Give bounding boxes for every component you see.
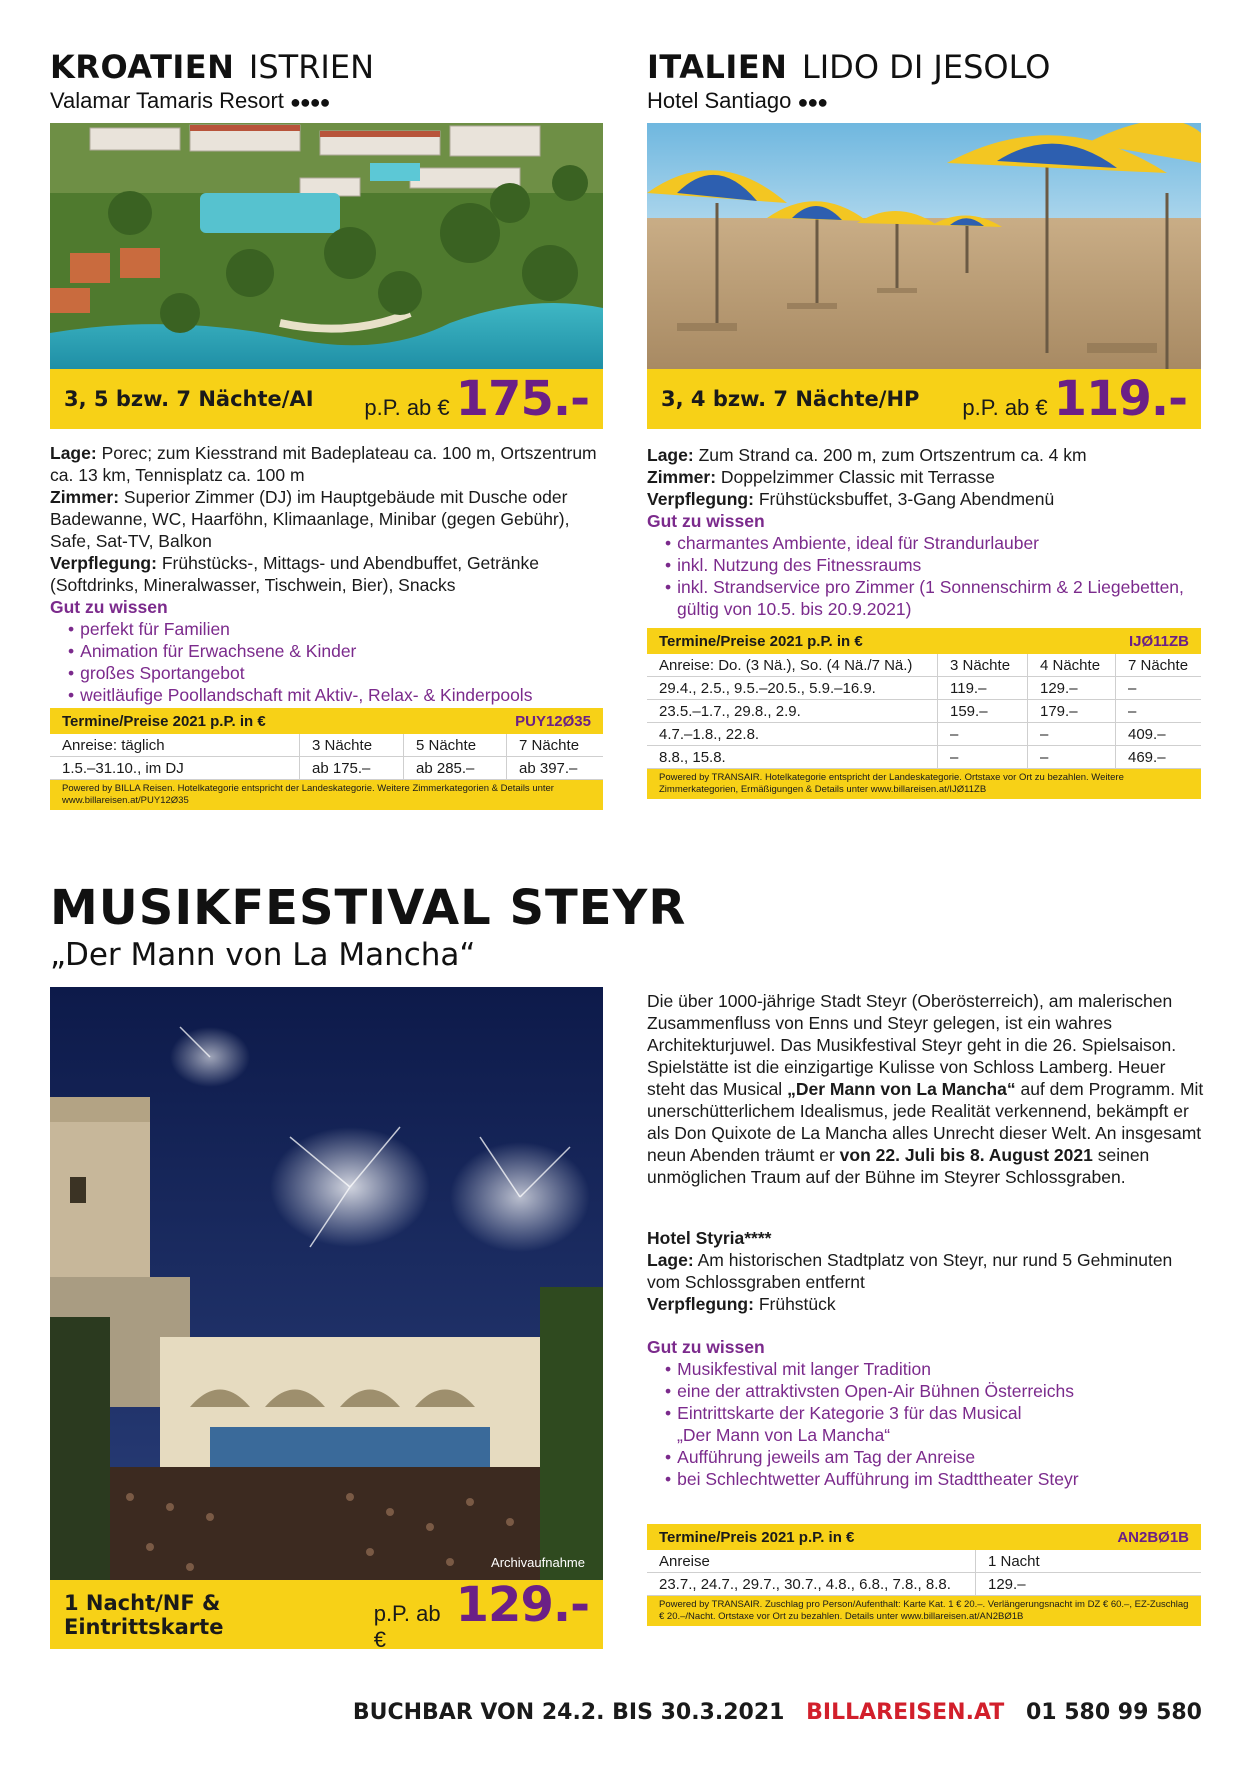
italy-hotel-name: Hotel Santiago — [647, 88, 792, 113]
italy-zimmer-label: Zimmer: — [647, 467, 717, 487]
festival-gut-label: Gut zu wissen — [647, 1337, 765, 1357]
croatia-nights-board: 3, 5 bzw. 7 Nächte/AI — [64, 387, 314, 411]
italy-verpflegung-label: Verpflegung: — [647, 489, 754, 509]
table-cell: ab 397.– — [519, 759, 578, 777]
column-header: 4 Nächte — [1028, 654, 1116, 676]
table-row — [647, 677, 1201, 700]
footer-booking-period: BUCHBAR VON 24.2. BIS 30.3.2021 — [352, 1700, 785, 1725]
festival-lage-label: Lage: — [647, 1250, 694, 1270]
table-row — [647, 1573, 1201, 1596]
festival-verpflegung-label: Verpflegung: — [647, 1294, 754, 1314]
festival-photo-illustration — [50, 987, 603, 1580]
croatia-price: 175.- — [455, 371, 589, 427]
list-item: • weitläufige Poollandschaft mit Aktiv-, Relax- & Kinderpools — [50, 684, 610, 706]
table-row — [647, 700, 1201, 723]
festival-price-table — [647, 1524, 1201, 1626]
column-header: 3 Nächte — [300, 734, 404, 756]
italy-heading — [647, 48, 1050, 86]
festival-nights-board: 1 Nacht/NF & Eintrittskarte — [64, 1590, 224, 1639]
italy-country: ITALIEN — [647, 48, 788, 86]
croatia-table-code: PUY12Ø35 — [515, 712, 591, 730]
italy-photo-illustration — [647, 123, 1201, 369]
list-item: • eine der attraktivsten Open-Air Bühnen Österreichs — [647, 1380, 1207, 1402]
column-header: 5 Nächte — [404, 734, 507, 756]
table-cell: 469.– — [1128, 748, 1166, 766]
festival-intro-bold-2: von 22. Juli bis 8. August 2021 — [839, 1145, 1093, 1165]
festival-price-from: p.P. ab € — [373, 1600, 441, 1652]
table-row — [647, 723, 1201, 746]
festival-intro — [647, 990, 1207, 1188]
table-cell: 129.– — [1028, 677, 1116, 699]
croatia-gut-label: Gut zu wissen — [50, 597, 168, 617]
festival-title: MUSIKFESTIVAL STEYR — [50, 880, 687, 936]
italy-table-title: Termine/Preise 2021 p.P. in € — [659, 632, 863, 650]
column-header: 3 Nächte — [938, 654, 1028, 676]
list-item: • bei Schlechtwetter Aufführung im Stadttheater Steyr — [647, 1468, 1207, 1490]
croatia-heading — [50, 48, 374, 86]
table-cell: 129.– — [988, 1575, 1026, 1593]
croatia-stars: ●●●● — [290, 92, 330, 112]
croatia-lage: Porec; zum Kiesstrand mit Badeplateau ca. 100 m, Ortszentrum ca. 13 km, Tennisplatz ca. 100 m — [50, 443, 597, 485]
table-cell: 119.– — [938, 677, 1028, 699]
festival-subtitle: „Der Mann von La Mancha“ — [50, 937, 476, 973]
festival-lage: Am historischen Stadtplatz von Steyr, nur rund 5 Gehminuten vom Schlossgraben entfernt — [647, 1250, 1173, 1292]
table-header-row — [647, 654, 1201, 677]
table-cell: 4.7.–1.8., 22.8. — [647, 723, 938, 745]
festival-price: 129.- — [455, 1576, 589, 1633]
table-cell: ab 285.– — [404, 757, 507, 779]
table-cell: 23.5.–1.7., 29.8., 2.9. — [647, 700, 938, 722]
column-header: Anreise: Do. (3 Nä.), So. (4 Nä./7 Nä.) — [647, 654, 938, 676]
page-footer — [353, 1700, 1202, 1725]
list-item: • Musikfestival mit langer Tradition — [647, 1358, 1207, 1380]
croatia-price-bar — [50, 369, 603, 429]
table-row — [647, 746, 1201, 769]
list-item: • inkl. Nutzung des Fitnessraums — [647, 554, 1207, 576]
column-header: 1 Nacht — [988, 1552, 1040, 1570]
table-cell: – — [938, 746, 1028, 768]
croatia-hotel-line — [50, 88, 330, 114]
croatia-verpflegung: Frühstücks-, Mittags- und Abendbuffet, Getränke (Softdrinks, Mineralwasser, Tischwein, Bier), Snacks — [50, 553, 539, 595]
festival-intro-bold-1: „Der Mann von La Mancha“ — [787, 1079, 1016, 1099]
table-cell: 23.7., 24.7., 29.7., 30.7., 4.8., 6.8., 7.8., 8.8. — [647, 1573, 976, 1595]
festival-table-code: AN2BØ1B — [1117, 1528, 1189, 1546]
croatia-table-header — [50, 708, 603, 734]
list-item: • inkl. Strandservice pro Zimmer (1 Sonnenschirm & 2 Liegebetten, gültig von 10.5. bis 20.9.2021) — [647, 576, 1207, 620]
table-cell: – — [1128, 702, 1137, 720]
croatia-hotel-name: Valamar Tamaris Resort — [50, 88, 284, 113]
croatia-zimmer-label: Zimmer: — [50, 487, 120, 507]
croatia-country: KROATIEN — [50, 48, 235, 86]
festival-verpflegung: Frühstück — [758, 1294, 836, 1314]
table-cell: 29.4., 2.5., 9.5.–20.5., 5.9.–16.9. — [647, 677, 938, 699]
footer-phone: 01 580 99 580 — [1025, 1700, 1202, 1725]
festival-intro-2: auf dem Programm. Mit unerschütterlichem Idealismus, jede Realität verkennend, bekämpft er als Don Quixote de La Mancha alles Unrecht dieser Welt. An insgesamt neun Abenden träumt er — [647, 1079, 1204, 1165]
italy-beach-photo — [647, 123, 1201, 369]
table-cell: 8.8., 15.8. — [647, 746, 938, 768]
festival-hotel: Hotel Styria**** — [647, 1228, 772, 1248]
italy-table-footer: Powered by TRANSAIR. Hotelkategorie entspricht der Landeskategorie. Ortstaxe vor Ort zu bezahlen. Weitere Zimmerkategorien, Ermäßigungen & Details unter www.billareisen.at/IJØ11ZB — [647, 769, 1201, 799]
list-item: • großes Sportangebot — [50, 662, 610, 684]
festival-price-bar — [50, 1576, 603, 1652]
table-cell: ab 175.– — [300, 757, 404, 779]
italy-stars: ●●● — [797, 92, 828, 112]
festival-photo-credit: Archivaufnahme — [491, 1555, 585, 1570]
italy-description — [647, 444, 1207, 620]
italy-nights-board: 3, 4 bzw. 7 Nächte/HP — [661, 387, 920, 411]
italy-gut-label: Gut zu wissen — [647, 511, 765, 531]
italy-table-code: IJØ11ZB — [1128, 632, 1189, 650]
croatia-table-title: Termine/Preise 2021 p.P. in € — [62, 712, 266, 730]
table-cell: – — [1128, 679, 1137, 697]
table-cell: 409.– — [1128, 725, 1166, 743]
table-row — [50, 757, 603, 780]
table-cell: – — [938, 723, 1028, 745]
croatia-price-from: p.P. ab € — [364, 395, 450, 420]
croatia-verpflegung-label: Verpflegung: — [50, 553, 157, 573]
table-cell: 179.– — [1028, 700, 1116, 722]
festival-table-footer: Powered by TRANSAIR. Zuschlag pro Person/Aufenthalt: Karte Kat. 1 € 20.–. Verlängerungsnacht im DZ € 60.–, EZ-Zuschlag € 20.–/Nacht. Ortstaxe vor Ort zu bezahlen. Details unter www.billareisen.at/AN2BØ1B — [647, 1596, 1201, 1626]
croatia-price-table — [50, 708, 603, 810]
italy-price-table — [647, 628, 1201, 799]
italy-hotel-line — [647, 88, 827, 114]
italy-region: LIDO DI JESOLO — [801, 48, 1051, 86]
croatia-description — [50, 442, 610, 706]
italy-price-from: p.P. ab € — [962, 395, 1048, 420]
festival-photo — [50, 987, 603, 1580]
italy-zimmer: Doppelzimmer Classic mit Terrasse — [720, 467, 995, 487]
italy-lage-label: Lage: — [647, 445, 694, 465]
italy-lage: Zum Strand ca. 200 m, zum Ortszentrum ca. 4 km — [698, 445, 1087, 465]
footer-website-link[interactable]: BILLAREISEN.AT — [806, 1700, 1005, 1725]
column-header: 7 Nächte — [1128, 656, 1189, 674]
croatia-resort-photo — [50, 123, 603, 369]
croatia-region: ISTRIEN — [248, 48, 375, 86]
list-item: • Aufführung jeweils am Tag der Anreise — [647, 1446, 1207, 1468]
table-header-row — [647, 1550, 1201, 1573]
column-header: Anreise: täglich — [50, 734, 300, 756]
list-item: • charmantes Ambiente, ideal für Strandurlauber — [647, 532, 1207, 554]
festival-intro-1: Die über 1000-jährige Stadt Steyr (Oberösterreich), am malerischen Zusammenfluss von Enns und Steyr gelegen, ist ein wahres Architekturjuwel. Das Musikfestival Steyr geht in die 26. Spielsaison. Spielstätte ist die einzigartige Kulisse von Schloss Lamberg. Heuer steht das Musical — [647, 991, 1177, 1099]
croatia-table-footer: Powered by BILLA Reisen. Hotelkategorie entspricht der Landeskategorie. Weitere Zimmerkategorien & Details unter www.billareisen.at/PUY12Ø35 — [50, 780, 603, 810]
festival-gut-section — [647, 1336, 1207, 1490]
festival-hotel-details — [647, 1227, 1207, 1315]
table-header-row — [50, 734, 603, 757]
festival-table-title: Termine/Preis 2021 p.P. in € — [659, 1528, 855, 1546]
table-cell: 159.– — [938, 700, 1028, 722]
list-item: • perfekt für Familien — [50, 618, 610, 640]
table-cell: 1.5.–31.10., im DJ — [50, 757, 300, 779]
italy-verpflegung: Frühstücksbuffet, 3-Gang Abendmenü — [758, 489, 1055, 509]
italy-price: 119.- — [1053, 371, 1187, 427]
column-header: 7 Nächte — [519, 736, 580, 754]
croatia-zimmer: Superior Zimmer (DJ) im Hauptgebäude mit Dusche oder Badewanne, WC, Haarföhn, Klimaanlage, Minibar (gegen Gebühr), Safe, Sat-TV, Balkon — [50, 487, 570, 551]
croatia-photo-illustration — [50, 123, 603, 369]
italy-price-bar — [647, 369, 1201, 429]
list-item: • Eintrittskarte der Kategorie 3 für das Musical „Der Mann von La Mancha“ — [647, 1402, 1207, 1446]
list-item: • Animation für Erwachsene & Kinder — [50, 640, 610, 662]
column-header: Anreise — [647, 1550, 976, 1572]
table-cell: – — [1028, 723, 1116, 745]
croatia-lage-label: Lage: — [50, 443, 97, 463]
italy-table-header — [647, 628, 1201, 654]
festival-intro-3: seinen unmöglichen Traum auf der Bühne im Steyrer Schlossgraben. — [647, 1145, 1150, 1187]
table-cell: – — [1028, 746, 1116, 768]
festival-table-header — [647, 1524, 1201, 1550]
